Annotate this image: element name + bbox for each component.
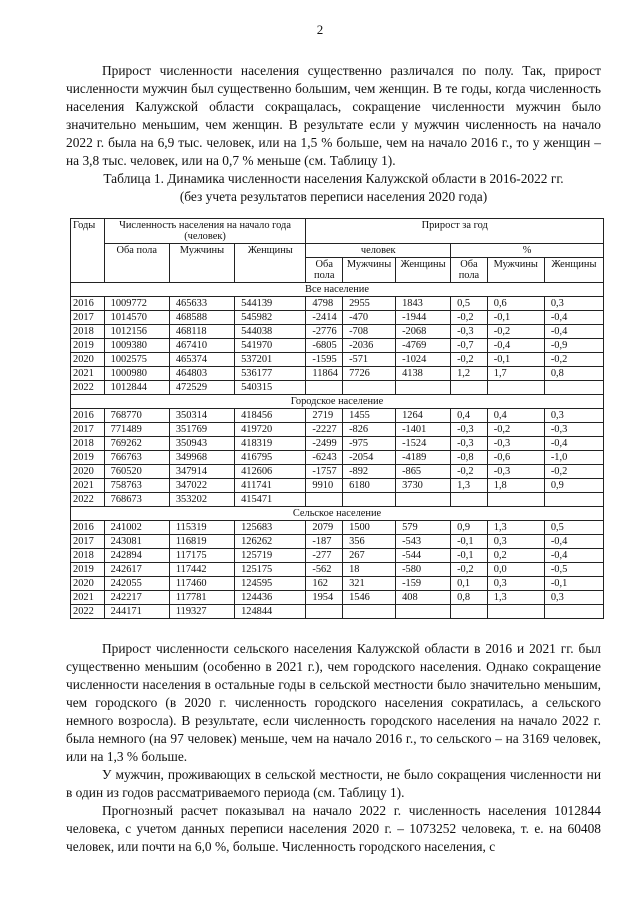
cell-d-men: -470	[343, 311, 396, 325]
cell-d-total: 2079	[306, 521, 343, 535]
section-header-row	[71, 395, 604, 409]
cell-d-total: -6243	[306, 451, 343, 465]
cell-men: 117175	[169, 549, 234, 563]
cell-p-total	[451, 493, 488, 507]
cell-d-women: 1264	[396, 409, 451, 423]
cell-d-women: -580	[396, 563, 451, 577]
cell-p-total	[451, 605, 488, 619]
cell-p-men	[487, 381, 544, 395]
cell-year: 2018	[71, 325, 105, 339]
cell-p-women: -0,4	[544, 437, 603, 451]
cell-d-total: -6805	[306, 339, 343, 353]
cell-women: 537201	[235, 353, 306, 367]
cell-women: 545982	[235, 311, 306, 325]
cell-p-total: -0,3	[451, 423, 488, 437]
cell-d-women: 3730	[396, 479, 451, 493]
cell-p-men: 1,7	[487, 367, 544, 381]
section-title: Все население	[71, 283, 604, 297]
cell-p-men: -0,2	[487, 325, 544, 339]
cell-women: 125175	[235, 563, 306, 577]
cell-year: 2022	[71, 605, 105, 619]
cell-d-women: -159	[396, 577, 451, 591]
cell-men: 350314	[169, 409, 234, 423]
table-row	[71, 479, 604, 493]
table-row	[71, 367, 604, 381]
cell-total: 242217	[104, 591, 169, 605]
cell-total: 1012156	[104, 325, 169, 339]
header-pct-both: Оба пола	[451, 258, 488, 283]
paragraph-rural-growth: Прирост численности сельского населения Калужской области в 2016 и 2021 гг. был существенно меньшим (особенно в 2021 г.), чем городского населения. Однако сокращение численности населения в остальные годы в сельской местности было значительно меньшим, чем городского (в 2020 г. численность городского населения сократилась, а сельского немного возросла). В результате, если численность городского населения на начало 2022 г. была немного (на 97 человек) меньше, чем на начало 2016 г., то сельского – на 3169 человек, или на 1,3 % больше.	[66, 641, 601, 764]
population-table	[70, 218, 604, 619]
cell-p-total: 0,5	[451, 297, 488, 311]
cell-men: 347914	[169, 465, 234, 479]
cell-p-men: -0,4	[487, 339, 544, 353]
cell-d-men: 321	[343, 577, 396, 591]
cell-p-men: -0,1	[487, 353, 544, 367]
cell-d-total: -1595	[306, 353, 343, 367]
cell-d-men: 18	[343, 563, 396, 577]
header-men: Мужчины	[169, 244, 234, 283]
cell-p-men	[487, 605, 544, 619]
cell-total: 758763	[104, 479, 169, 493]
cell-p-women	[544, 493, 603, 507]
cell-p-total: 0,9	[451, 521, 488, 535]
table-row	[71, 423, 604, 437]
table-row	[71, 493, 604, 507]
cell-year: 2016	[71, 521, 105, 535]
cell-p-women: -0,4	[544, 549, 603, 563]
header-growth-both: Оба пола	[306, 258, 343, 283]
cell-men: 465633	[169, 297, 234, 311]
cell-year: 2020	[71, 353, 105, 367]
cell-p-women: -0,2	[544, 353, 603, 367]
table-row	[71, 339, 604, 353]
page-number: 2	[316, 22, 324, 37]
header-growth-women: Женщины	[396, 258, 451, 283]
header-persons: человек	[306, 244, 451, 258]
cell-d-women: -1944	[396, 311, 451, 325]
cell-p-men: -0,2	[487, 423, 544, 437]
header-population-group: Численность населения на начало года (человек)	[104, 219, 306, 244]
cell-p-total: 1,3	[451, 479, 488, 493]
cell-d-women: -543	[396, 535, 451, 549]
cell-total: 242055	[104, 577, 169, 591]
cell-p-total: -0,1	[451, 535, 488, 549]
cell-p-women: -0,5	[544, 563, 603, 577]
table-row	[71, 381, 604, 395]
cell-p-men: 0,6	[487, 297, 544, 311]
cell-p-total: 0,8	[451, 591, 488, 605]
table-body	[71, 283, 604, 619]
cell-d-women: -1524	[396, 437, 451, 451]
cell-men: 353202	[169, 493, 234, 507]
paragraph-rural-men: У мужчин, проживающих в сельской местности, не было сокращения численности ни в один из годов рассматриваемого периода (см. Таблицу 1).	[66, 767, 601, 800]
cell-p-total: -0,2	[451, 353, 488, 367]
cell-d-total: 9910	[306, 479, 343, 493]
cell-women: 412606	[235, 465, 306, 479]
cell-d-men: -892	[343, 465, 396, 479]
cell-total: 769262	[104, 437, 169, 451]
cell-d-men: -975	[343, 437, 396, 451]
cell-d-total: 162	[306, 577, 343, 591]
cell-p-total: -0,2	[451, 563, 488, 577]
cell-d-women: -1024	[396, 353, 451, 367]
cell-p-women: -0,9	[544, 339, 603, 353]
body-text-after-table	[66, 640, 601, 856]
cell-men: 115319	[169, 521, 234, 535]
table-row	[71, 535, 604, 549]
cell-year: 2018	[71, 549, 105, 563]
section-title: Городское население	[71, 395, 604, 409]
cell-year: 2021	[71, 479, 105, 493]
cell-p-women: -0,2	[544, 465, 603, 479]
cell-year: 2019	[71, 563, 105, 577]
cell-d-women	[396, 381, 451, 395]
cell-d-men: 267	[343, 549, 396, 563]
cell-total: 771489	[104, 423, 169, 437]
cell-men: 117442	[169, 563, 234, 577]
cell-year: 2018	[71, 437, 105, 451]
cell-men: 117781	[169, 591, 234, 605]
cell-total: 244171	[104, 605, 169, 619]
cell-women: 411741	[235, 479, 306, 493]
table-row	[71, 549, 604, 563]
table-row	[71, 521, 604, 535]
intro-paragraph: Прирост численности населения существенно различался по полу. Так, прирост численности мужчин был существенно большим, чем женщин. В те годы, когда численность населения Калужской области сокращалась, сокращение численности мужчин было значительно меньшим, чем женщин. В результате если у мужчин численность на начало 2022 г. была на 6,9 тыс. человек, или на 1,5 % больше, чем на начало 2016 г., то у женщин – на 3,8 тыс. человек, или на 0,7 % меньше (см. Таблицу 1).	[66, 63, 601, 168]
table-row	[71, 437, 604, 451]
cell-d-total	[306, 493, 343, 507]
cell-total: 768673	[104, 493, 169, 507]
cell-men: 465374	[169, 353, 234, 367]
cell-d-total: -1757	[306, 465, 343, 479]
header-percent: %	[451, 244, 604, 258]
cell-p-men: -0,3	[487, 437, 544, 451]
cell-d-women	[396, 605, 451, 619]
cell-d-women: -4189	[396, 451, 451, 465]
cell-year: 2019	[71, 339, 105, 353]
cell-year: 2017	[71, 535, 105, 549]
cell-p-total: 0,4	[451, 409, 488, 423]
table-row	[71, 451, 604, 465]
table-row	[71, 409, 604, 423]
cell-p-men: 0,3	[487, 535, 544, 549]
cell-d-women	[396, 493, 451, 507]
cell-p-men: 0,0	[487, 563, 544, 577]
cell-p-women: -0,4	[544, 311, 603, 325]
cell-p-men: -0,6	[487, 451, 544, 465]
cell-total: 1009380	[104, 339, 169, 353]
cell-d-men	[343, 381, 396, 395]
cell-p-total	[451, 381, 488, 395]
cell-p-women: 0,3	[544, 297, 603, 311]
cell-total: 243081	[104, 535, 169, 549]
cell-total: 1000980	[104, 367, 169, 381]
cell-p-women	[544, 605, 603, 619]
table-caption-subtitle: (без учета результатов переписи населения 2020 года)	[179, 189, 488, 204]
header-growth-group: Прирост за год	[306, 219, 604, 244]
cell-total: 1009772	[104, 297, 169, 311]
cell-year: 2019	[71, 451, 105, 465]
cell-men: 464803	[169, 367, 234, 381]
cell-d-women: 579	[396, 521, 451, 535]
cell-d-men	[343, 493, 396, 507]
cell-women: 415471	[235, 493, 306, 507]
cell-year: 2022	[71, 381, 105, 395]
cell-women: 419720	[235, 423, 306, 437]
cell-p-women: 0,3	[544, 591, 603, 605]
cell-total: 1002575	[104, 353, 169, 367]
table-row	[71, 311, 604, 325]
cell-p-women: -1,0	[544, 451, 603, 465]
section-title: Сельское население	[71, 507, 604, 521]
cell-d-total	[306, 381, 343, 395]
cell-p-men: -0,3	[487, 465, 544, 479]
cell-d-women: 4138	[396, 367, 451, 381]
cell-year: 2020	[71, 577, 105, 591]
cell-p-men	[487, 493, 544, 507]
cell-year: 2021	[71, 591, 105, 605]
cell-d-men: 1455	[343, 409, 396, 423]
cell-d-men: -2054	[343, 451, 396, 465]
cell-year: 2021	[71, 367, 105, 381]
cell-women: 125683	[235, 521, 306, 535]
cell-women: 536177	[235, 367, 306, 381]
cell-total: 768770	[104, 409, 169, 423]
table-row	[71, 297, 604, 311]
cell-d-total: -2499	[306, 437, 343, 451]
cell-women: 416795	[235, 451, 306, 465]
cell-year: 2022	[71, 493, 105, 507]
cell-d-total: -562	[306, 563, 343, 577]
cell-p-men: 1,3	[487, 591, 544, 605]
cell-men: 119327	[169, 605, 234, 619]
cell-d-women: -1401	[396, 423, 451, 437]
cell-d-men: 356	[343, 535, 396, 549]
cell-d-total: -187	[306, 535, 343, 549]
table-caption	[66, 170, 601, 206]
cell-p-women: 0,8	[544, 367, 603, 381]
table-row	[71, 605, 604, 619]
cell-p-women: 0,5	[544, 521, 603, 535]
cell-d-men: 6180	[343, 479, 396, 493]
cell-d-total: -2227	[306, 423, 343, 437]
cell-d-total: -2414	[306, 311, 343, 325]
cell-men: 117460	[169, 577, 234, 591]
cell-men: 468588	[169, 311, 234, 325]
cell-d-men: 2955	[343, 297, 396, 311]
cell-d-men: -826	[343, 423, 396, 437]
table-row	[71, 577, 604, 591]
cell-d-women: 408	[396, 591, 451, 605]
cell-p-total: -0,3	[451, 437, 488, 451]
section-header-row	[71, 283, 604, 297]
paragraph-forecast: Прогнозный расчет показывал на начало 2022 г. численность населения 1012844 человека, с учетом данных переписи населения 2020 г. – 1073252 человека, т. е. на 60408 человек, или почти на 6,0 %, больше. Численность городского населения, с	[66, 803, 601, 854]
cell-women: 125719	[235, 549, 306, 563]
cell-total: 766763	[104, 451, 169, 465]
cell-women: 544139	[235, 297, 306, 311]
cell-year: 2017	[71, 423, 105, 437]
cell-men: 351769	[169, 423, 234, 437]
table-row	[71, 325, 604, 339]
cell-p-total: 1,2	[451, 367, 488, 381]
cell-women: 126262	[235, 535, 306, 549]
cell-d-women: -865	[396, 465, 451, 479]
cell-year: 2017	[71, 311, 105, 325]
cell-p-women: 0,3	[544, 409, 603, 423]
cell-p-women: 0,9	[544, 479, 603, 493]
cell-total: 1014570	[104, 311, 169, 325]
cell-p-total: -0,8	[451, 451, 488, 465]
cell-total: 242894	[104, 549, 169, 563]
cell-women: 541970	[235, 339, 306, 353]
cell-p-women: -0,1	[544, 577, 603, 591]
cell-d-total: 11864	[306, 367, 343, 381]
cell-men: 350943	[169, 437, 234, 451]
cell-men: 347022	[169, 479, 234, 493]
cell-women: 124436	[235, 591, 306, 605]
cell-p-total: 0,1	[451, 577, 488, 591]
cell-p-total: -0,3	[451, 325, 488, 339]
cell-d-men: 1500	[343, 521, 396, 535]
cell-d-total: 1954	[306, 591, 343, 605]
cell-d-men: -571	[343, 353, 396, 367]
cell-d-total: -277	[306, 549, 343, 563]
cell-total: 1012844	[104, 381, 169, 395]
cell-women: 418456	[235, 409, 306, 423]
cell-p-total: -0,7	[451, 339, 488, 353]
cell-total: 241002	[104, 521, 169, 535]
cell-d-women: -4769	[396, 339, 451, 353]
cell-d-total	[306, 605, 343, 619]
cell-total: 242617	[104, 563, 169, 577]
table-row	[71, 563, 604, 577]
cell-year: 2016	[71, 297, 105, 311]
cell-men: 472529	[169, 381, 234, 395]
cell-d-women: -2068	[396, 325, 451, 339]
cell-men: 116819	[169, 535, 234, 549]
table-row	[71, 591, 604, 605]
cell-p-men: 0,4	[487, 409, 544, 423]
cell-p-men: 0,3	[487, 577, 544, 591]
cell-p-women: -0,3	[544, 423, 603, 437]
cell-p-men: 1,3	[487, 521, 544, 535]
header-women: Женщины	[235, 244, 306, 283]
header-pct-men: Мужчины	[487, 258, 544, 283]
cell-p-men: 0,2	[487, 549, 544, 563]
cell-men: 468118	[169, 325, 234, 339]
table-caption-title: Таблица 1. Динамика численности населения Калужской области в 2016-2022 гг.	[103, 171, 564, 186]
cell-d-women: 1843	[396, 297, 451, 311]
header-growth-men: Мужчины	[343, 258, 396, 283]
cell-d-total: 2719	[306, 409, 343, 423]
header-pct-women: Женщины	[544, 258, 603, 283]
header-both-sexes: Оба пола	[104, 244, 169, 283]
cell-p-total: -0,1	[451, 549, 488, 563]
cell-year: 2016	[71, 409, 105, 423]
cell-d-men: 7726	[343, 367, 396, 381]
section-header-row	[71, 507, 604, 521]
cell-d-men: -708	[343, 325, 396, 339]
cell-women: 418319	[235, 437, 306, 451]
cell-women: 124844	[235, 605, 306, 619]
cell-d-total: -2776	[306, 325, 343, 339]
cell-d-total: 4798	[306, 297, 343, 311]
cell-p-women: -0,4	[544, 535, 603, 549]
cell-d-men	[343, 605, 396, 619]
cell-men: 349968	[169, 451, 234, 465]
cell-women: 540315	[235, 381, 306, 395]
cell-p-men: -0,1	[487, 311, 544, 325]
cell-women: 544038	[235, 325, 306, 339]
cell-d-women: -544	[396, 549, 451, 563]
cell-p-women: -0,4	[544, 325, 603, 339]
cell-p-total: -0,2	[451, 311, 488, 325]
cell-d-men: -2036	[343, 339, 396, 353]
cell-year: 2020	[71, 465, 105, 479]
cell-men: 467410	[169, 339, 234, 353]
table-row	[71, 465, 604, 479]
table-row	[71, 353, 604, 367]
cell-p-total: -0,2	[451, 465, 488, 479]
header-years: Годы	[71, 219, 105, 283]
cell-p-women	[544, 381, 603, 395]
cell-p-men: 1,8	[487, 479, 544, 493]
cell-d-men: 1546	[343, 591, 396, 605]
cell-total: 760520	[104, 465, 169, 479]
cell-women: 124595	[235, 577, 306, 591]
